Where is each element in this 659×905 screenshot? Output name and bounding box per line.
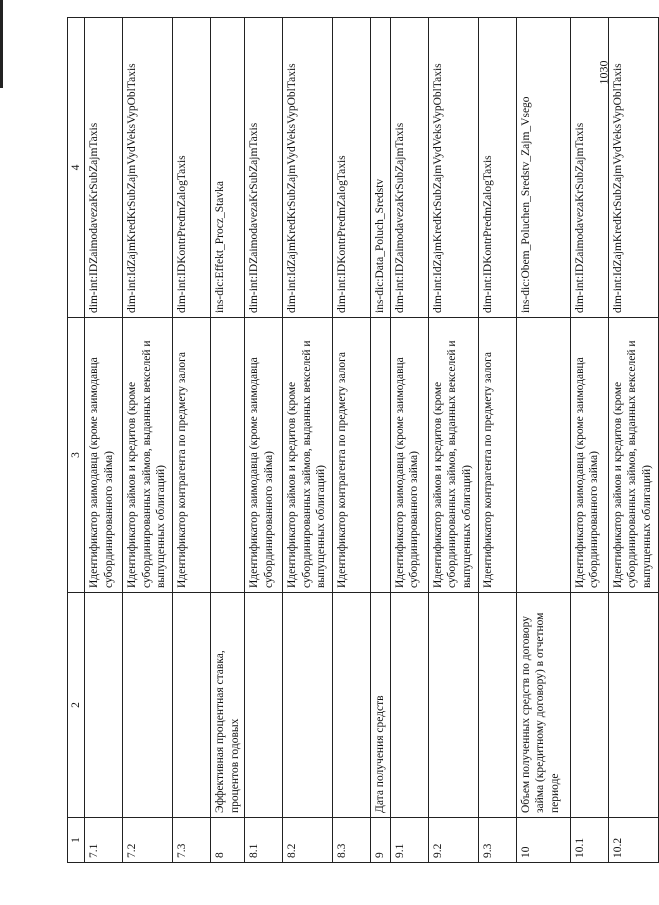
row-number-cell: 9.1 [390, 818, 428, 863]
code-cell: dim-int:IDZaimodavezaKrSubZajmTaxis [570, 18, 608, 318]
indicator-name-cell [333, 593, 371, 818]
description-cell: Идентификатор займов и кредитов (кроме субординированных займов, выданных векселей и выпущенных облигаций) [428, 318, 478, 593]
table-row [211, 18, 245, 863]
row-number-cell: 10 [516, 818, 570, 863]
description-cell: Идентификатор заимодавца (кроме заимодавца субординированного займа) [245, 318, 283, 593]
row-number-cell: 9.3 [478, 818, 516, 863]
row-number-cell: 7.3 [173, 818, 211, 863]
row-number-cell: 9 [371, 818, 390, 863]
row-number-cell: 8.1 [245, 818, 283, 863]
indicator-name-cell [608, 593, 658, 818]
row-number-cell: 8 [211, 818, 245, 863]
indicator-name-cell [390, 593, 428, 818]
table-row [570, 18, 608, 863]
description-cell: Идентификатор займов и кредитов (кроме субординированных займов, выданных векселей и выпущенных облигаций) [283, 318, 333, 593]
page-number: 1030 [596, 60, 611, 84]
table-row [283, 18, 333, 863]
table-row [608, 18, 658, 863]
code-cell: dim-int:IdZajmKredKrSubZajmVydVeksVypOblTaxis [428, 18, 478, 318]
code-cell: ins-dic:Obem_Poluchen_Sredstv_Zajm_Vsego [516, 18, 570, 318]
description-cell [211, 318, 245, 593]
description-cell: Идентификатор займов и кредитов (кроме субординированных займов, выданных векселей и выпущенных облигаций) [608, 318, 658, 593]
code-cell: dim-int:IDZaimodavezaKrSubZajmTaxis [390, 18, 428, 318]
header-col-3: 3 [68, 318, 85, 593]
indicator-name-cell [428, 593, 478, 818]
table-row [371, 18, 390, 863]
description-cell: Идентификатор заимодавца (кроме заимодавца субординированного займа) [570, 318, 608, 593]
row-number-cell: 10.2 [608, 818, 658, 863]
description-cell [371, 318, 390, 593]
description-cell: Идентификатор заимодавца (кроме заимодавца субординированного займа) [85, 318, 123, 593]
indicator-name-cell [283, 593, 333, 818]
code-cell: dim-int:IdZajmKredKrSubZajmVydVeksVypOblTaxis [608, 18, 658, 318]
indicator-name-cell [570, 593, 608, 818]
description-cell: Идентификатор займов и кредитов (кроме субординированных займов, выданных векселей и выпущенных облигаций) [123, 318, 173, 593]
row-number-cell: 7.2 [123, 818, 173, 863]
row-number-cell: 8.2 [283, 818, 333, 863]
table-row [333, 18, 371, 863]
indicator-name-cell [123, 593, 173, 818]
code-cell: dim-int:IDZaimodavezaKrSubZajmTaxis [245, 18, 283, 318]
code-cell: dim-int:IDKontrPredmZalogTaxis [173, 18, 211, 318]
indicator-name-cell: Объем полученных средств по договору займа (кредитному договору) в отчетном периоде [516, 593, 570, 818]
code-cell: dim-int:IdZajmKredKrSubZajmVydVeksVypOblTaxis [283, 18, 333, 318]
indicator-name-cell [173, 593, 211, 818]
code-cell: ins-dic:Effekt_Procz_Stavka [211, 18, 245, 318]
description-cell: Идентификатор заимодавца (кроме заимодавца субординированного займа) [390, 318, 428, 593]
table-row [390, 18, 428, 863]
table-row [245, 18, 283, 863]
indicator-name-cell: Дата получения средств [371, 593, 390, 818]
code-cell: dim-int:IdZajmKredKrSubZajmVydVeksVypOblTaxis [123, 18, 173, 318]
indicator-name-cell: Эффективная процентная ставка, процентов годовых [211, 593, 245, 818]
description-cell: Идентификатор контрагента по предмету залога [333, 318, 371, 593]
header-col-2: 2 [68, 593, 85, 818]
indicator-name-cell [85, 593, 123, 818]
description-cell: Идентификатор контрагента по предмету залога [478, 318, 516, 593]
indicator-table [67, 17, 659, 863]
indicator-name-cell [245, 593, 283, 818]
table-row [478, 18, 516, 863]
code-cell: dim-int:IDKontrPredmZalogTaxis [478, 18, 516, 318]
row-number-cell: 8.3 [333, 818, 371, 863]
header-col-1: 1 [68, 818, 85, 863]
code-cell: ins-dic:Data_Poluch_Sredstv [371, 18, 390, 318]
header-col-4: 4 [68, 18, 85, 318]
table-header-row [68, 18, 85, 863]
table-row [123, 18, 173, 863]
description-cell [516, 318, 570, 593]
code-cell: dim-int:IDKontrPredmZalogTaxis [333, 18, 371, 318]
indicator-name-cell [478, 593, 516, 818]
table-row [85, 18, 123, 863]
code-cell: dim-int:IDZaimodavezaKrSubZajmTaxis [85, 18, 123, 318]
table-row [173, 18, 211, 863]
table-row [516, 18, 570, 863]
row-number-cell: 10.1 [570, 818, 608, 863]
scan-edge-mark [0, 0, 3, 88]
row-number-cell: 9.2 [428, 818, 478, 863]
row-number-cell: 7.1 [85, 818, 123, 863]
table-row [428, 18, 478, 863]
description-cell: Идентификатор контрагента по предмету залога [173, 318, 211, 593]
